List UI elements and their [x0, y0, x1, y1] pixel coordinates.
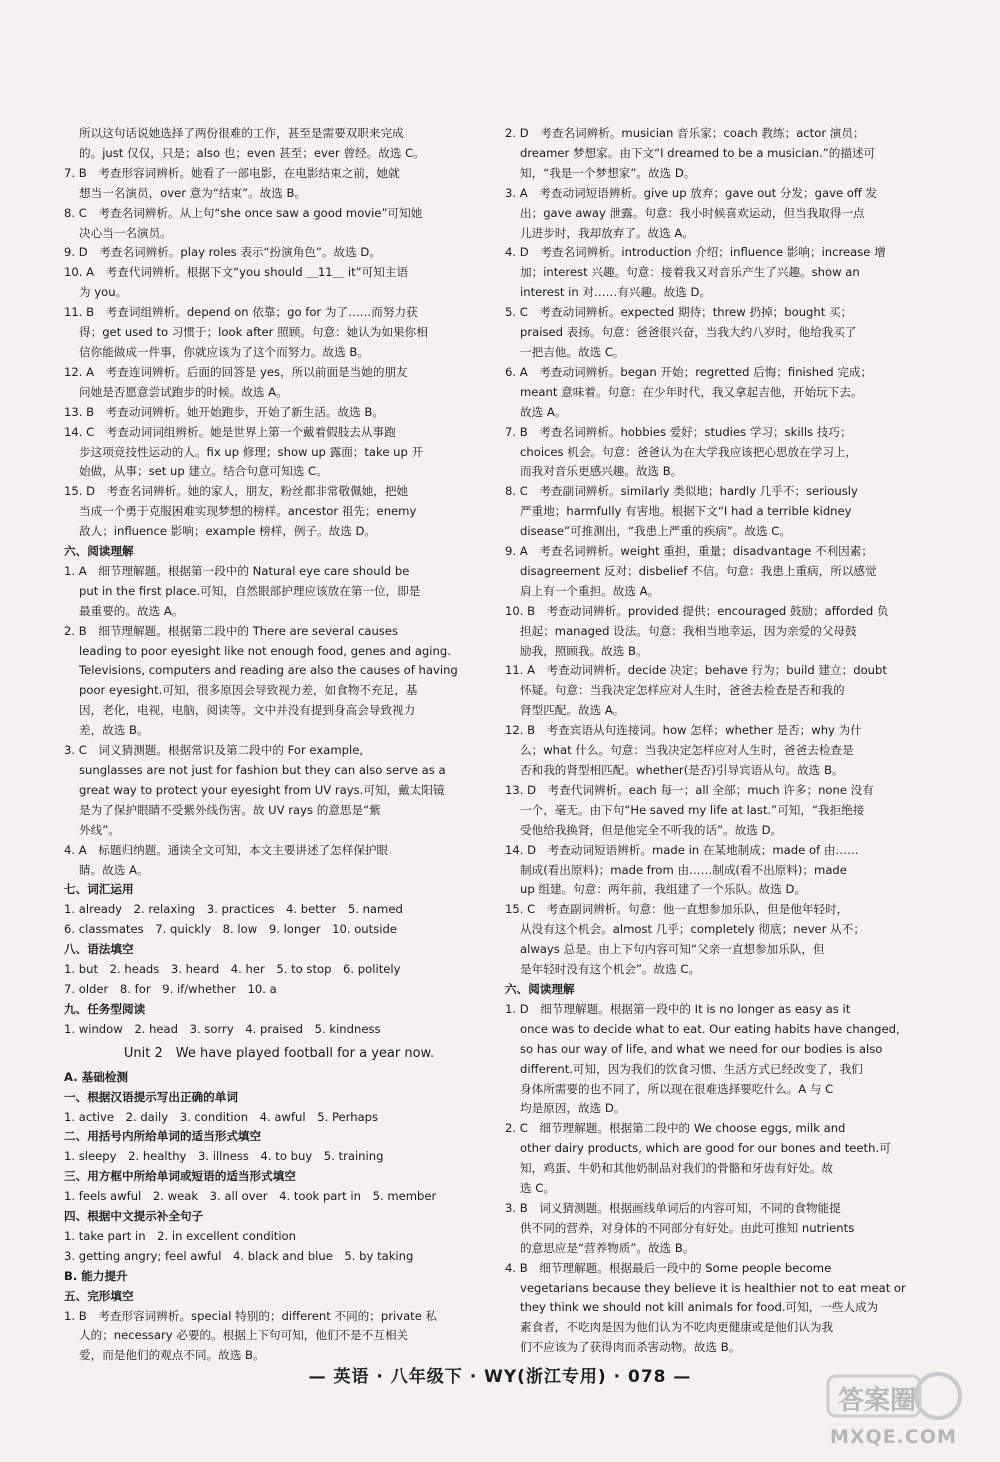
page-footer: — 英语 · 八年级下 · WY(浙江专用) · 078 — [308, 1367, 692, 1387]
answer-line: 身体所需要的也不同了，所以现在很难选择要吃什么。A 与 C [520, 1081, 834, 1096]
answer-line: 知，鸡蛋、牛奶和其他奶制品对我们的骨骼和牙齿有好处。故 [520, 1161, 834, 1176]
answer-line: 当成一个勇于克服困难实现梦想的榜样。ancestor 祖先；enemy [79, 504, 417, 519]
answer-line: 3. C 词义猜测题。根据常识及第二段中的 For example, [64, 743, 364, 758]
answer-line: 3. A 考查动词短语辨析。give up 放弃；gave out 分发；gave off 发 [505, 185, 878, 200]
answer-line: vegetarians because they believe it is healthier not to eat meat or [520, 1280, 906, 1295]
answer-line: 2. C 细节理解题。根据第二段中的 We choose eggs, milk and [505, 1121, 846, 1136]
answer-line: 是年轻时没有这个机会”。故选 C。 [520, 962, 701, 977]
answer-line: 3. getting angry; feel awful 4. black and blue 5. by taking [64, 1248, 414, 1263]
answer-line: 6. classmates 7. quickly 8. low 9. longer 10. outside [64, 922, 397, 937]
answer-line: 1. already 2. relaxing 3. practices 4. better 5. named [64, 902, 403, 917]
answer-line: 外线”。 [79, 822, 120, 837]
answer-line: up 组建。句意：两年前，我组建了一个乐队。故选 D。 [520, 882, 807, 897]
answer-line: 敌人；influence 影响；example 榜样，例子。故选 D。 [79, 524, 377, 539]
answer-line: 制成(看出原料)；made from 由……制成(看不出原料)；made [520, 862, 847, 877]
answer-line: other dairy products, which are good for our bones and teeth.可 [520, 1141, 891, 1156]
answer-line: 9. D 考查名词辨析。play roles 表示“扮演角色”。故选 D。 [64, 245, 381, 260]
answer-line: 1. take part in 2. in excellent condition [64, 1228, 296, 1243]
section-heading: 二、用括号内所给单词的适当形式填空 [64, 1129, 262, 1144]
site-watermark [820, 1370, 990, 1452]
answer-line: 而我对音乐更感兴趣。故选 B。 [520, 464, 683, 479]
answer-line: 9. A 考查名词辨析。weight 重担，重量；disadvantage 不利因素； [505, 544, 873, 559]
answer-line: 14. C 考查动词词组辨析。她是世界上第一个戴着假肢去从事跑 [64, 424, 396, 439]
answer-line: 想当一名演员，over 意为“结束”。故选 B。 [79, 185, 307, 200]
answer-line: choices 机会。句意：爸爸认为在大学我应该把心思放在学习上， [520, 444, 858, 459]
answer-line: 的意思应是“营养物质”。故选 B。 [520, 1240, 695, 1255]
answer-line: 1. D 细节理解题。根据第一段中的 It is no longer as easy as it [505, 1001, 851, 1016]
answer-line: 严重地；harmfully 有害地。根据下文“I had a terrible kidney [520, 504, 852, 519]
answer-line: 问她是否愿意尝试跑步的时候。故选 A。 [79, 384, 288, 399]
answer-line: 11. B 考查词组辨析。depend on 依靠；go for 为了……而努力获 [64, 305, 418, 320]
answer-line: 8. C 考查副词辨析。similarly 类似地；hardly 几乎不；seriously [505, 484, 858, 499]
answer-line: dreamer 梦想家。由下文“I dreamed to be a musician.”的描述可 [520, 145, 876, 160]
section-heading: 三、用方框中所给单词或短语的适当形式填空 [64, 1169, 296, 1184]
answer-line: 睛。故选 A。 [79, 862, 149, 877]
section-heading: 七、词汇运用 [64, 882, 134, 897]
answer-line: 怀疑。句意：当我决定怎样应对人生时，爸爸去检查是否和我的 [520, 683, 845, 698]
section-heading: 八、语法填空 [64, 942, 134, 957]
answer-line: 信你能做成一件事，你就应该为了这个而努力。故选 B。 [79, 344, 369, 359]
answer-line: great way to protect your eyesight from UV rays.可知，戴太阳镜 [79, 782, 445, 797]
answer-line: 1. feels awful 2. weak 3. all over 4. took part in 5. member [64, 1189, 437, 1204]
section-heading: 六、阅读理解 [505, 981, 575, 996]
answer-line: meant 意味着。句意：在少年时代，我又拿起吉他，开始玩下去。 [520, 384, 863, 399]
answer-line: 11. A 考查动词辨析。decide 决定；behave 行为；build 建立；doubt [505, 663, 887, 678]
answer-line: 人的；necessary 必要的。根据上下句可知，他们不是不互相关 [79, 1328, 409, 1343]
answer-line: praised 表扬。句意：爸爸很兴奋，当我大约八岁时，他给我买了 [520, 325, 857, 340]
answer-line: 1. sleepy 2. healthy 3. illness 4. to buy 5. training [64, 1149, 384, 1164]
answer-line: 所以这句话说她选择了两份很难的工作，甚至是需要双职来完成 [79, 126, 404, 140]
answer-line: 差，故选 B。 [79, 723, 149, 738]
answer-line: 一个，毫无。由下句“He saved my life at last.”可知，“我拒绝接 [520, 802, 865, 817]
answer-line: 一把吉他。故选 C。 [520, 344, 625, 359]
answer-line: 从没有这个机会。almost 几乎；completely 彻底；never 从不； [520, 922, 865, 937]
answer-line: 3. B 词义猜测题。根据画线单词后的内容可知，不同的食物能提 [505, 1200, 841, 1215]
answer-line: 5. C 考查动词辨析。expected 期待；threw 扔掉；bought 买； [505, 305, 853, 320]
answer-line: 肾型匹配。故选 A。 [520, 703, 625, 718]
answer-line: 1. A 细节理解题。根据第一段中的 Natural eye care should be [64, 563, 410, 578]
answer-line: 1. window 2. head 3. sorry 4. praised 5. kindness [64, 1021, 381, 1036]
answer-line: disagreement 反对；disbelief 不信。句意：我患上重病，所以感觉 [520, 563, 877, 578]
section-heading: 五、完形填空 [64, 1288, 134, 1303]
answer-line: 10. A 考查代词辨析。根据下文“you should ＿11＿ it”可知主语 [64, 265, 409, 280]
answer-line: 肩上有一个重担。故选 A。 [520, 583, 660, 598]
answer-line: 是为了保护眼睛不受紫外线伤害。故 UV rays 的意思是“紫 [79, 802, 381, 817]
answer-line: so has our way of life, and what we need for our bodies is also [520, 1041, 883, 1056]
answer-line: 7. older 8. for 9. if/whether 10. a [64, 981, 277, 996]
answer-line: 加；interest 兴趣。句意：接着我又对音乐产生了兴趣。show an [520, 265, 860, 280]
answer-line: poor eyesight.可知，很多原因会导致视力差，如食物不充足，基 [79, 683, 418, 698]
answer-line: always 总是。由上下句内容可知“父亲一直想参加乐队，但 [520, 942, 825, 957]
section-heading: A. 基础检测 [64, 1069, 129, 1084]
answer-line: 励我，照顾我。故选 B。 [520, 643, 648, 658]
answer-line: put in the first place.可知，自然眼部护理应该放在第一位，即是 [79, 583, 421, 598]
answer-line: sunglasses are not just for fashion but they can also serve as a [79, 763, 446, 777]
answer-line: 决心当一名演员。 [79, 225, 172, 240]
answer-line: 的。just 仅仅，只是；also 也；even 甚至；ever 曾经。故选 C。 [79, 145, 425, 160]
answer-line: 8. C 考查名词辨析。从上句“she once saw a good movie”可知她 [64, 205, 423, 220]
answer-line: 供不同的营养，对身体的不同部分有好处。由此可推知 nutrients [520, 1220, 855, 1235]
answer-line: 出；gave away 泄露。句意：我小时候喜欢运动，但当我取得一点 [520, 205, 865, 220]
answer-line: 爱，而是他们的观点不同。故选 B。 [79, 1348, 265, 1363]
answer-line: 选 C。 [520, 1181, 555, 1196]
answer-line: 10. B 考查动词辨析。provided 提供；encouraged 鼓励；afforded 负 [505, 603, 889, 618]
watermark-site-text: MXQE.COM [830, 1426, 957, 1448]
answer-line: 儿进步时，我却放弃了。故选 A。 [520, 225, 694, 240]
answer-line: they think we should not kill animals for food.可知，一些人成为 [520, 1300, 879, 1315]
answer-line: 13. D 考查代词辨析。each 每一；all 全部；much 许多；none 没有 [505, 782, 874, 797]
answer-line: 因，老化，电视，电脑，阅读等。文中并没有提到身高会导致视力 [79, 703, 416, 718]
answer-line: 12. B 考查宾语从句连接词。how 怎样；whether 是否；why 为什 [505, 723, 862, 738]
answer-line: 们不应该为了获得肉而杀害动物。故选 B。 [520, 1340, 741, 1355]
answer-line: 7. B 考查形容词辨析。她看了一部电影，在电影结束之前，她就 [64, 165, 400, 180]
right-column [505, 124, 937, 1358]
answer-line: different.可知，因为我们的饮食习惯、生活方式已经改变了，我们 [520, 1061, 863, 1076]
answer-line: 4. B 细节理解题。根据最后一段中的 Some people become [505, 1260, 832, 1275]
answer-line: 15. D 考查名词辨析。她的家人，朋友，粉丝都非常敬佩她，把她 [64, 484, 409, 499]
answer-line: 知，“我是一个梦想家”。故选 D。 [520, 165, 696, 180]
section-heading: 一、根据汉语提示写出正确的单词 [64, 1089, 238, 1104]
answer-line: 均是原因，故选 D。 [520, 1101, 626, 1116]
answer-line: 始做，从事；set up 建立。结合句意可知选 C。 [79, 464, 328, 479]
answer-line: 2. D 考查名词辨析。musician 音乐家；coach 教练；actor 演员； [505, 126, 865, 140]
answer-line: 14. D 考查动词短语辨析。made in 在某地制成；made of 由…… [505, 842, 859, 857]
answer-line: 受他给我换肾，但是他完全不听我的话”。故选 D。 [520, 822, 783, 837]
answer-line: 6. A 考查动词辨析。began 开始；regretted 后悔；finished 完成； [505, 364, 873, 379]
answer-line: 步这项竞技性运动的人。fix up 修理；show up 露面；take up 开 [79, 444, 424, 459]
answer-line: interest in 对……有兴趣。故选 D。 [520, 285, 711, 300]
section-heading: 六、阅读理解 [64, 544, 134, 559]
answer-line: Televisions, computers and reading are also the causes of having [79, 663, 458, 678]
answer-line: once was to decide what to eat. Our eating habits have changed, [520, 1021, 900, 1036]
unit-title: Unit 2 We have played football for a year now. [123, 1045, 435, 1061]
answer-line: 得；get used to 习惯于；look after 照顾。句意：她认为如果你相 [79, 325, 428, 340]
answer-line: 1. but 2. heads 3. heard 4. her 5. to stop 6. politely [64, 962, 401, 977]
answer-line: 1. active 2. daily 3. condition 4. awful 5. Perhaps [64, 1109, 379, 1124]
watermark-logo-text: 答案圈 [838, 1386, 917, 1416]
answer-line: 4. D 考查名词辨析。introduction 介绍；influence 影响；increase 增 [505, 245, 886, 260]
section-heading: 九、任务型阅读 [64, 1001, 146, 1016]
answer-line: 最重要的。故选 A。 [79, 603, 184, 618]
answer-line: 故选 A。 [520, 404, 567, 419]
answer-line: 么；what 什么。句意：当我决定怎样应对人生时，爸爸去检查是 [520, 743, 854, 758]
left-column [64, 124, 494, 1366]
answer-line: 否和我的肾型相匹配。whether(是否)引导宾语从句。故选 B。 [520, 763, 844, 777]
answer-line: 1. B 考查形容词辨析。special 特别的；different 不同的；private 私 [64, 1308, 438, 1323]
answer-line: disease”可推测出，“我患上严重的疾病”。故选 C。 [520, 524, 791, 539]
answer-line: 12. A 考查连词辨析。后面的回答是 yes，所以前面是当她的朋友 [64, 364, 408, 379]
answer-line: leading to poor eyesight like not enough food, genes and aging. [79, 643, 451, 658]
section-heading: 四、根据中文提示补全句子 [64, 1209, 204, 1224]
answer-line: 13. B 考查动词辨析。她开始跑步，开始了新生活。故选 B。 [64, 404, 384, 419]
answer-line: 为 you。 [79, 285, 128, 300]
answer-line: 2. B 细节理解题。根据第二段中的 There are several causes [64, 623, 399, 638]
answer-line: 7. B 考查名词辨析。hobbies 爱好；studies 学习；skills 技巧； [505, 424, 852, 439]
answer-line: 15. C 考查副词辨析。句意：他一直想参加乐队，但是他年轻时， [505, 902, 849, 917]
answer-line: 担起；managed 设法。句意：我相当地幸运，因为亲爱的父母鼓 [520, 623, 857, 638]
answer-line: 4. A 标题归纳题。通读全文可知，本文主要讲述了怎样保护眼 [64, 842, 389, 857]
answer-line: 素食者，不吃肉是因为他们认为不吃肉更健康或是他们认为我 [520, 1320, 834, 1335]
section-heading: B. 能力提升 [64, 1268, 128, 1283]
